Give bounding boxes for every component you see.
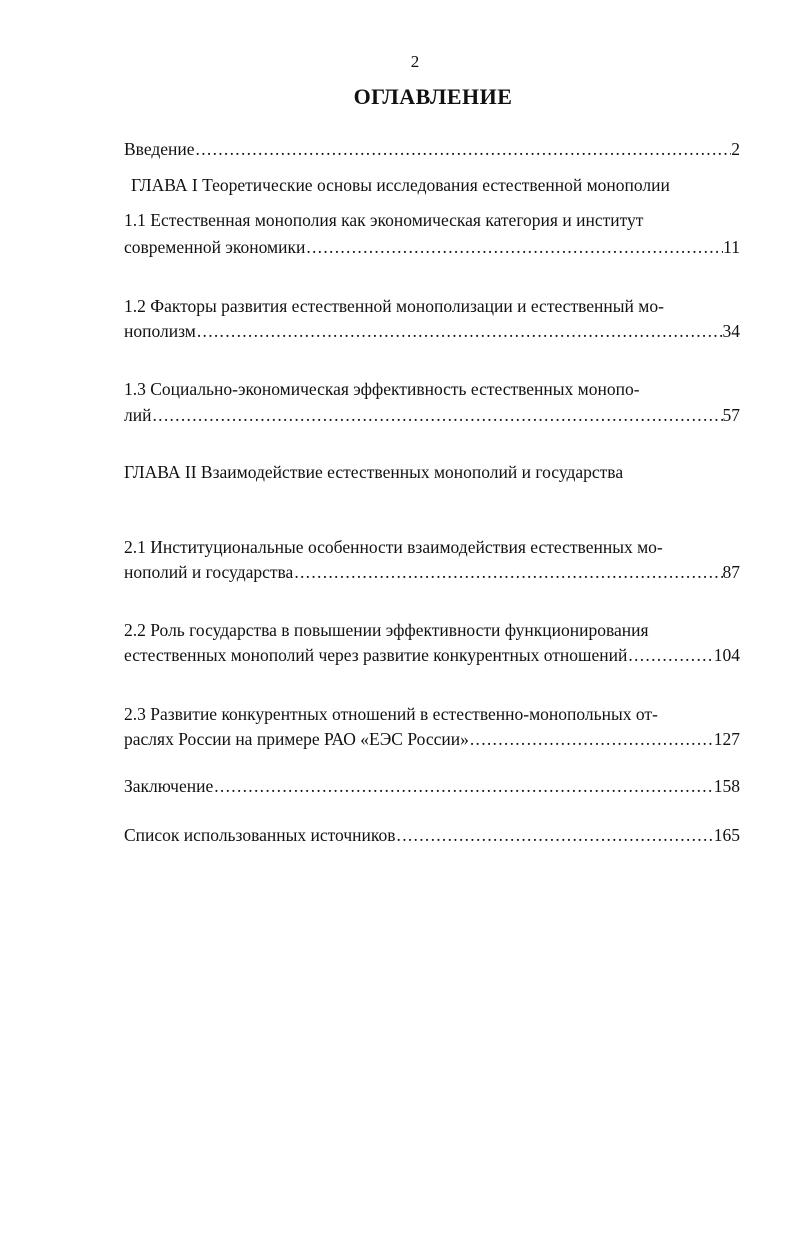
toc-entry-conclusion[interactable] — [124, 774, 740, 798]
dot-leader — [195, 137, 732, 161]
page-number: 2 — [410, 52, 420, 71]
toc-chapter-1[interactable]: ГЛАВА I Теоретические основы исследования естественной монополии — [131, 175, 670, 195]
toc-entry-label: нополизм — [124, 321, 196, 341]
toc-entry-label: лий — [124, 405, 152, 425]
toc-page-number: 11 — [723, 237, 740, 257]
toc-entry-intro[interactable] — [124, 137, 740, 161]
toc-entry-2-1-line2[interactable] — [124, 560, 740, 584]
toc-entry-1-3-line1[interactable]: 1.3 Социально-экономическая эффективность естественных монопо- — [124, 379, 640, 399]
dot-leader — [305, 235, 723, 259]
toc-entry-2-3-line1[interactable]: 2.3 Развитие конкурентных отношений в естественно-монопольных от- — [124, 704, 658, 724]
dot-leader — [196, 319, 723, 343]
toc-page-number: 158 — [713, 776, 740, 796]
toc-page-number: 87 — [722, 562, 740, 582]
toc-entry-label: Заключение — [124, 776, 214, 796]
toc-entry-sources[interactable] — [124, 823, 740, 847]
toc-entry-2-3-line2[interactable] — [124, 727, 740, 751]
toc-page-number: 127 — [713, 729, 740, 749]
dot-leader — [627, 643, 713, 667]
dot-leader — [396, 823, 714, 847]
toc-entry-2-2-line1[interactable]: 2.2 Роль государства в повышении эффективности функционирования — [124, 620, 649, 640]
toc-entry-label: естественных монополий через развитие конкурентных отношений — [124, 645, 628, 665]
toc-page-number: 165 — [713, 825, 740, 845]
page-title: ОГЛАВЛЕНИЕ — [353, 84, 513, 109]
toc-page-number: 2 — [731, 139, 740, 159]
toc-entry-2-1-line1[interactable]: 2.1 Институциональные особенности взаимодействия естественных мо- — [124, 537, 663, 557]
toc-entry-label: раслях России на примере РАО «ЕЭС России» — [124, 729, 469, 749]
toc-entry-label: Список использованных источников — [124, 825, 396, 845]
toc-entry-1-1-line2[interactable] — [124, 235, 740, 259]
toc-entry-2-2-line2[interactable] — [124, 643, 740, 667]
toc-entry-label: нополий и государства — [124, 562, 294, 582]
toc-page-number: 34 — [722, 321, 740, 341]
toc-entry-label: современной экономики — [124, 237, 306, 257]
dot-leader — [469, 727, 714, 751]
toc-entry-1-3-line2[interactable] — [124, 403, 740, 427]
toc-page-number: 104 — [713, 645, 740, 665]
dot-leader — [213, 774, 714, 798]
dot-leader — [293, 560, 722, 584]
toc-entry-1-2-line2[interactable] — [124, 319, 740, 343]
toc-page-number: 57 — [722, 405, 740, 425]
dot-leader — [151, 403, 722, 427]
toc-entry-1-1-line1[interactable]: 1.1 Естественная монополия как экономическая категория и институт — [124, 210, 644, 230]
toc-entry-1-2-line1[interactable]: 1.2 Факторы развития естественной монополизации и естественный мо- — [124, 296, 664, 316]
toc-chapter-2[interactable]: ГЛАВА II Взаимодействие естественных монополий и государства — [124, 462, 624, 482]
toc-entry-label: Введение — [124, 139, 195, 159]
